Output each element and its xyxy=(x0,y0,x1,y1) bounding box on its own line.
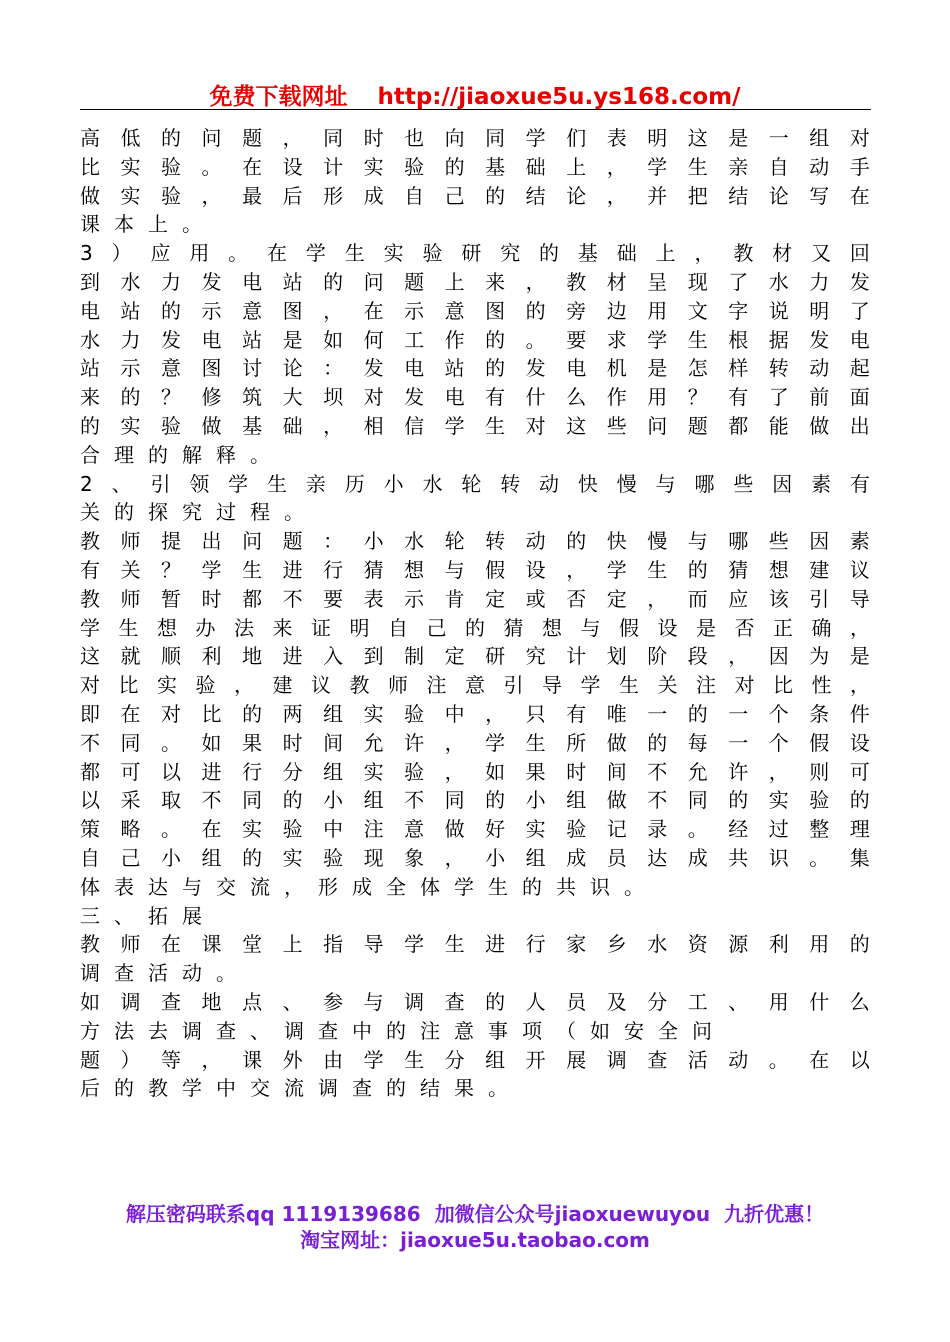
text-line: 策 略 。 在 实 验 中 注 意 做 好 实 验 记 录 。 经 过 整 理 xyxy=(80,817,870,842)
text-line: 不 同 。 如 果 时 间 允 许 ， 学 生 所 做 的 每 一 个 假 设 xyxy=(80,730,870,755)
header-url-link[interactable]: http://jiaoxue5u.ys168.com/ xyxy=(377,84,741,110)
text-line: 以 采 取 不 同 的 小 组 不 同 的 小 组 做 不 同 的 实 验 的 xyxy=(80,788,870,813)
text-line: 教 师 暂 时 都 不 要 表 示 肯 定 或 否 定 ， 而 应 该 引 导 xyxy=(80,586,870,611)
text-line: 即 在 对 比 的 两 组 实 验 中 ， 只 有 唯 一 的 一 个 条 件 xyxy=(80,701,870,726)
text-line: 都 可 以 进 行 分 组 实 验 ， 如 果 时 间 不 允 许 ， 则 可 xyxy=(80,759,870,784)
text-line: 来 的 ？ 修 筑 大 坝 对 发 电 有 什 么 作 用 ？ 有 了 前 面 xyxy=(80,385,870,410)
text-line: 调查活动。 xyxy=(80,961,250,986)
text-line: 对 比 实 验 ， 建 议 教 师 注 意 引 导 学 生 关 注 对 比 性 ， xyxy=(80,673,870,698)
text-line: 做 实 验 ， 最 后 形 成 自 己 的 结 论 ， 并 把 结 论 写 在 xyxy=(80,183,870,208)
header-rule xyxy=(80,109,871,110)
footer-password-contact: 解压密码联系qq 1119139686 xyxy=(125,1202,421,1226)
text-line: 方法去调查、调查中的注意事项（如安全问 xyxy=(80,1018,726,1043)
text-line: 关的探究过程。 xyxy=(80,500,318,525)
text-line: 体表达与交流，形成全体学生的共识。 xyxy=(80,874,658,899)
text-line: 的 实 验 做 基 础 ， 相 信 学 生 对 这 些 问 题 都 能 做 出 xyxy=(80,413,870,438)
document-body xyxy=(80,124,870,1103)
text-line: 合理的解释。 xyxy=(80,442,284,467)
footer-wechat: 加微信公众号jiaoxuewuyou xyxy=(434,1202,711,1226)
text-line: 3 ） 应 用 。 在 学 生 实 验 研 究 的 基 础 上 ， 教 材 又 回 xyxy=(80,241,870,266)
text-line: 教 师 提 出 问 题 ： 小 水 轮 转 动 的 快 慢 与 哪 些 因 素 xyxy=(80,529,870,554)
text-line: 三、拓展 xyxy=(80,903,216,928)
text-line: 后的教学中交流调查的结果。 xyxy=(80,1076,522,1101)
text-line: 题 ） 等 ， 课 外 由 学 生 分 组 开 展 调 查 活 动 。 在 以 xyxy=(80,1047,870,1072)
text-line: 课本上。 xyxy=(80,212,216,237)
text-line: 如 调 查 地 点 、 参 与 调 查 的 人 员 及 分 工 、 用 什 么 xyxy=(80,989,870,1014)
text-line: 自 己 小 组 的 实 验 现 象 ， 小 组 成 员 达 成 共 识 。 集 xyxy=(80,845,870,870)
page-header xyxy=(0,78,950,111)
text-line: 高 低 的 问 题 ， 同 时 也 向 同 学 们 表 明 这 是 一 组 对 xyxy=(80,126,870,150)
text-line: 有 关 ？ 学 生 进 行 猜 想 与 假 设 ， 学 生 的 猜 想 建 议 xyxy=(80,557,870,582)
footer-taobao-link[interactable]: 淘宝网址：jiaoxue5u.taobao.com xyxy=(300,1228,650,1252)
text-line: 水 力 发 电 站 是 如 何 工 作 的 。 要 求 学 生 根 据 发 电 xyxy=(80,327,870,352)
text-line: 电 站 的 示 意 图 ， 在 示 意 图 的 旁 边 用 文 字 说 明 了 xyxy=(80,298,870,323)
footer-discount: 九折优惠！ xyxy=(724,1202,825,1226)
text-line: 这 就 顺 利 地 进 入 到 制 定 研 究 计 划 阶 段 ， 因 为 是 xyxy=(80,644,870,669)
text-line: 比 实 验 。 在 设 计 实 验 的 基 础 上 ， 学 生 亲 自 动 手 xyxy=(80,154,870,179)
footer-contact-line xyxy=(0,1198,950,1227)
text-line: 学 生 想 办 法 来 证 明 自 己 的 猜 想 与 假 设 是 否 正 确 ， xyxy=(80,615,870,640)
text-line: 2 、 引 领 学 生 亲 历 小 水 轮 转 动 快 慢 与 哪 些 因 素 有 xyxy=(80,471,870,496)
text-line: 教 师 在 课 堂 上 指 导 学 生 进 行 家 乡 水 资 源 利 用 的 xyxy=(80,932,870,957)
text-line: 站 示 意 图 讨 论 ： 发 电 站 的 发 电 机 是 怎 样 转 动 起 xyxy=(80,356,870,381)
text-line: 到 水 力 发 电 站 的 问 题 上 来 ， 教 材 呈 现 了 水 力 发 xyxy=(80,269,870,294)
header-label: 免费下载网址 xyxy=(209,84,348,110)
